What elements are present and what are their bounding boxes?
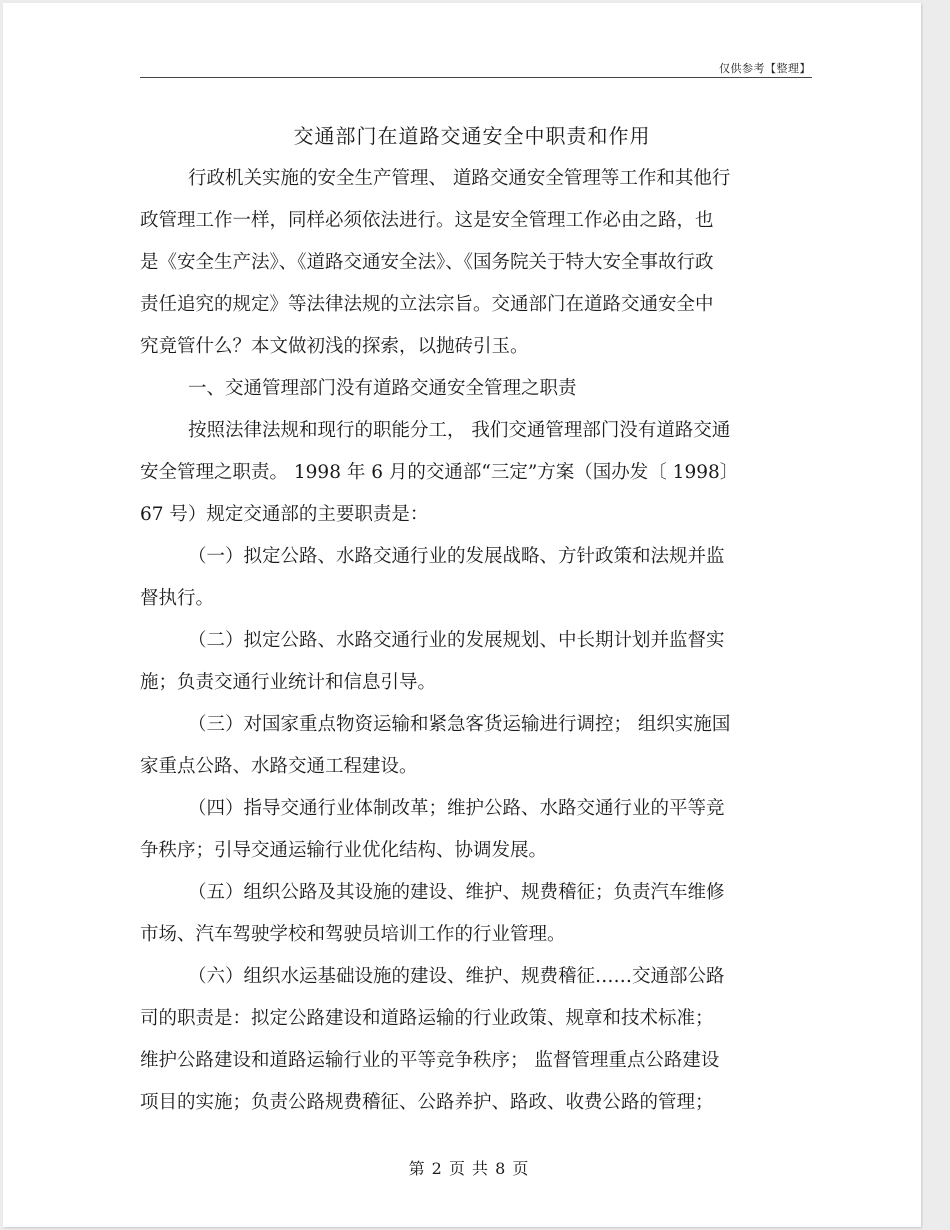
- list-item: [140, 872, 820, 956]
- text-line: 项目的实施；负责公路规费稽征、公路养护、路政、收费公路的管理；: [140, 1092, 714, 1113]
- text-line: 按照法律法规和现行的职能分工， 我们交通管理部门没有道路交通: [188, 420, 731, 441]
- section-heading: [140, 368, 820, 410]
- paragraph: [140, 410, 820, 536]
- text-line: 安全管理之职责。 1998 年 6 月的交通部“三定”方案（国办发〔 1998〕: [140, 462, 739, 483]
- list-item: [140, 788, 820, 872]
- text-line: 司的职责是：拟定公路建设和道路运输的行业政策、规章和技术标准；: [140, 1008, 714, 1029]
- header-note: 仅供参考【整理】: [719, 62, 811, 75]
- text-line: 是《安全生产法》、《道路交通安全法》、《国务院关于特大安全事故行政: [140, 252, 714, 273]
- page-number: 第 2 页 共 8 页: [408, 1159, 530, 1178]
- header-divider: [140, 77, 812, 78]
- document-page: [3, 3, 921, 1227]
- text-line: 一、交通管理部门没有道路交通安全管理之职责: [188, 378, 577, 399]
- list-item: [140, 704, 820, 788]
- text-line: 行政机关实施的安全生产管理、 道路交通安全管理等工作和其他行: [188, 168, 731, 189]
- text-line: 维护公路建设和道路运输行业的平等竞争秩序； 监督管理重点公路建设: [140, 1050, 720, 1071]
- text-line: （五）组织公路及其设施的建设、维护、规费稽征；负责汽车维修: [188, 882, 725, 903]
- list-item: [140, 956, 820, 1124]
- text-line: 家重点公路、水路交通工程建设。: [140, 756, 418, 777]
- text-line: 争秩序；引导交通运输行业优化结构、协调发展。: [140, 840, 548, 861]
- document-body: [140, 158, 820, 1124]
- text-line: （一）拟定公路、水路交通行业的发展战略、方针政策和法规并监: [188, 546, 725, 567]
- text-line: 督执行。: [140, 588, 215, 609]
- paragraph: [140, 158, 820, 368]
- text-line: （六）组织水运基础设施的建设、维护、规费稽征……交通部公路: [188, 966, 725, 987]
- text-line: 市场、汽车驾驶学校和驾驶员培训工作的行业管理。: [140, 924, 566, 945]
- text-line: （三）对国家重点物资运输和紧急客货运输进行调控； 组织实施国: [188, 714, 731, 735]
- text-line: 责任追究的规定》等法律法规的立法宗旨。交通部门在道路交通安全中: [140, 294, 714, 315]
- text-line: 政管理工作一样，同样必须依法进行。这是安全管理工作必由之路，也: [140, 210, 714, 231]
- list-item: [140, 536, 820, 620]
- document-title: 交通部门在道路交通安全中职责和作用: [293, 124, 651, 148]
- text-line: 究竟管什么？本文做初浅的探索，以抛砖引玉。: [140, 336, 529, 357]
- text-line: （四）指导交通行业体制改革；维护公路、水路交通行业的平等竞: [188, 798, 725, 819]
- text-line: 67 号）规定交通部的主要职责是：: [140, 504, 429, 525]
- text-line: 施；负责交通行业统计和信息引导。: [140, 672, 437, 693]
- text-line: （二）拟定公路、水路交通行业的发展规划、中长期计划并监督实: [188, 630, 725, 651]
- list-item: [140, 620, 820, 704]
